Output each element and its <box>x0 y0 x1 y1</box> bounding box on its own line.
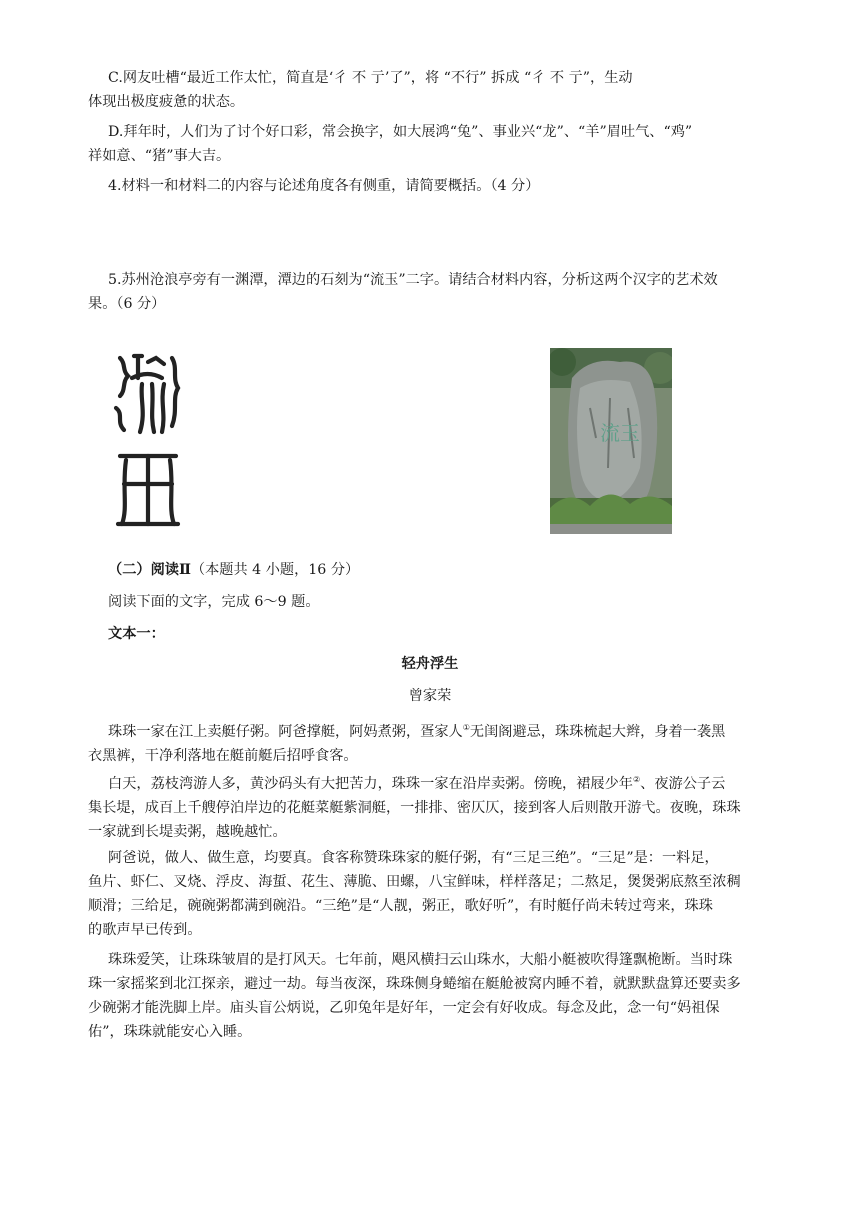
question-5 <box>88 268 786 316</box>
option-c <box>88 66 786 114</box>
para4-line2: 珠一家摇桨到北江探亲，避过一劫。每当夜深，珠珠侧身蜷缩在艇舱被窝内睡不着，就默默盘算还要卖多 <box>88 976 741 992</box>
para3-line4: 的歌声早已传到。 <box>88 922 202 938</box>
para2-line1a: 白天，荔枝湾游人多，黄沙码头有大把苦力，珠珠一家在沿岸卖粥。傍晚，裙屐少年 <box>108 776 633 792</box>
para3-line3: 顺滑；三给足，碗碗粥都满到碗沿。“三绝”是“人靓，粥正，歌好听”，有时艇仔尚未转过弯来，珠珠 <box>88 898 713 914</box>
para2-line3: 一家就到长堤卖粥，越晚越忙。 <box>88 824 287 840</box>
para4-line3: 少碗粥才能洗脚上岸。庙头盲公炳说，乙卯兔年是好年，一定会有好收成。每念及此，念一句“妈祖保 <box>88 1000 720 1016</box>
para1-line1b: 无闺阁避忌，珠珠梳起大辫，身着一袭黑 <box>469 724 726 740</box>
option-d-line1: D.拜年时，人们为了讨个好口彩，常会换字，如大展鸿“兔”、事业兴“龙”、“羊”眉吐气、“鸡” <box>108 124 693 140</box>
option-d-line2: 祥如意、“猪”事大吉。 <box>88 148 231 164</box>
para3-line1: 阿爸说，做人、做生意，均要真。食客称赞珠珠家的艇仔粥，有“三足三绝”。“三足”是：一料足， <box>108 850 719 866</box>
section-2-heading <box>108 558 786 582</box>
seal-script-image <box>112 348 184 532</box>
section-2-note: （本题共 4 小题，16 分） <box>190 562 360 578</box>
footnote-1: ① <box>462 723 470 732</box>
article-paragraph-1 <box>88 716 786 768</box>
para4-line4: 佑”，珠珠就能安心入睡。 <box>88 1024 252 1040</box>
article-paragraph-4 <box>88 948 786 1044</box>
carving-char-1: 流玉 <box>600 421 640 445</box>
footnote-2: ② <box>632 775 641 784</box>
rock-carving-photo <box>550 348 672 534</box>
article-author: 曾家荣 <box>408 688 452 704</box>
option-d <box>88 120 786 168</box>
text-one-label: 文本一： <box>108 626 165 642</box>
para1-line2: 衣黑裤，干净利落地在艇前艇后招呼食客。 <box>88 748 358 764</box>
para4-line1: 珠珠爱笑，让珠珠皱眉的是打风天。七年前，飓风横扫云山珠水，大船小艇被吹得篷飘桅断。当时珠 <box>108 952 733 968</box>
article-title: 轻舟浮生 <box>401 656 459 672</box>
para2-line1b: 、夜游公子云 <box>640 776 726 792</box>
question-5-line2: 果。（6 分） <box>88 296 166 312</box>
para2-line2: 集长堤，成百上千艘停泊岸边的花艇菜艇紫洞艇，一排排、密仄仄，接到客人后则散开游弋。夜晚，珠珠 <box>88 800 741 816</box>
section-2-instruction: 阅读下面的文字，完成 6～9 题。 <box>108 594 320 610</box>
option-c-line2: 体现出极度疲惫的状态。 <box>88 94 245 110</box>
para3-line2: 鱼片、虾仁、叉烧、浮皮、海蜇、花生、薄脆、田螺，八宝鲜味，样样落足；二熬足，煲煲粥底熬至浓稠 <box>88 874 741 890</box>
section-2-title: （二）阅读Ⅱ <box>108 562 191 578</box>
article-paragraph-3 <box>88 846 786 942</box>
para1-line1a: 珠珠一家在江上卖艇仔粥。阿爸撑艇，阿妈煮粥，疍家人 <box>108 724 463 740</box>
question-5-line1: 5.苏州沧浪亭旁有一渊潭，潭边的石刻为“流玉”二字。请结合材料内容，分析这两个汉字的艺术效 <box>108 272 718 288</box>
question-4: 4.材料一和材料二的内容与论述角度各有侧重，请简要概括。（4 分） <box>108 178 540 194</box>
article-paragraph-2 <box>88 768 786 844</box>
option-c-line1: C.网友吐槽“最近工作太忙，简直是‘彳 不 亍’了”，将 “不行” 拆成 “彳 不 亍”，生动 <box>108 70 633 86</box>
